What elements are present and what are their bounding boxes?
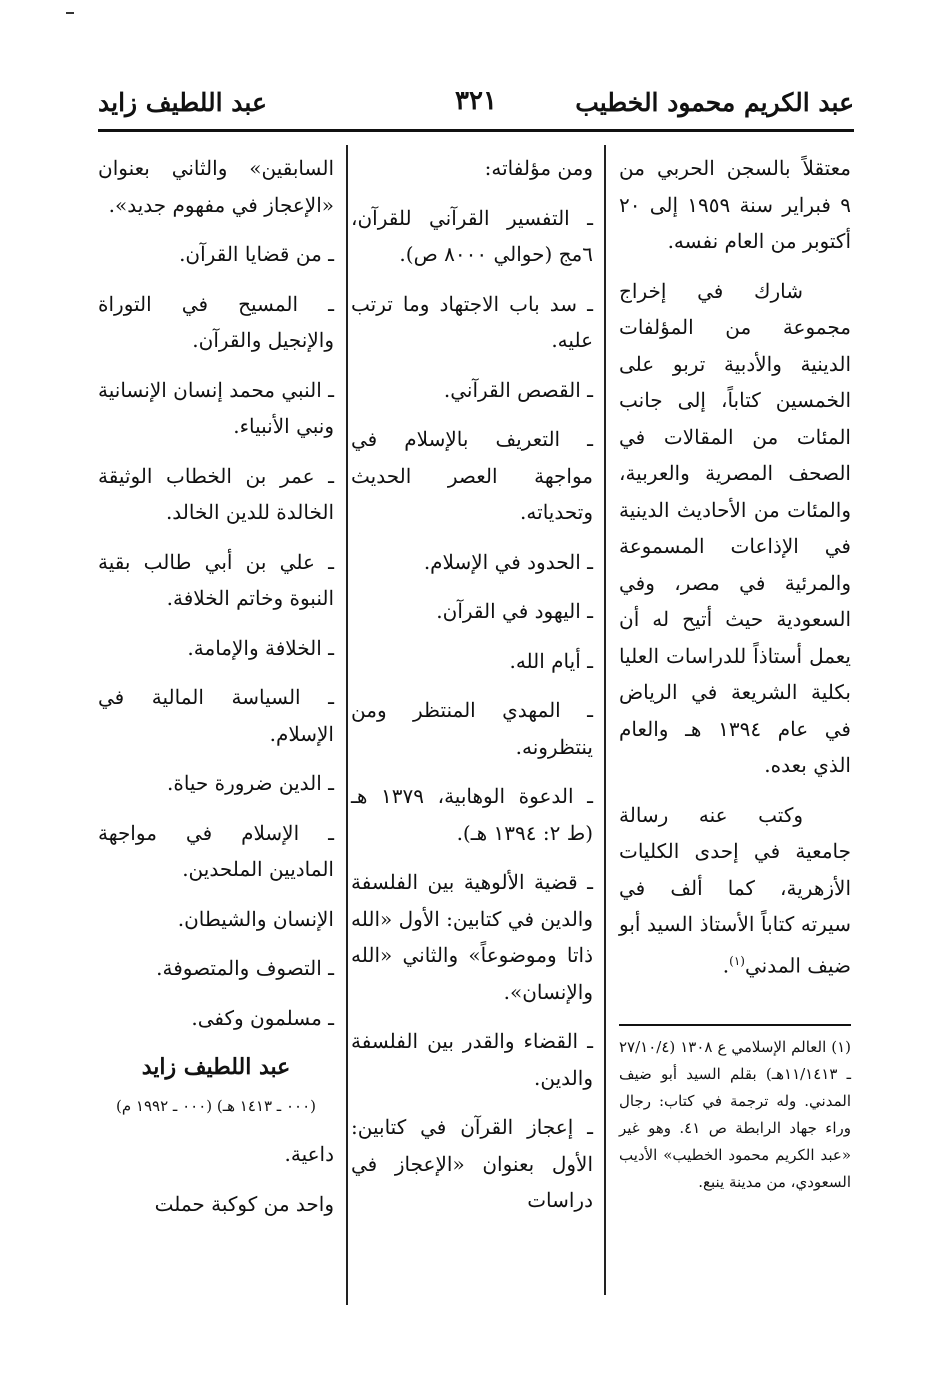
work-item: ـ التعريف بالإسلام في مواجهة العصر الحديث وتحدياته. — [351, 427, 593, 524]
column-right — [619, 150, 851, 997]
work-item: ـ التفسير القرآني للقرآن، ٦مج (حوالي ٨٠٠٠ ص). — [351, 205, 593, 266]
paragraph — [619, 797, 851, 984]
work-item: ـ القصص القرآني. — [443, 377, 593, 402]
work-item: ـ السياسة المالية في الإسلام. — [98, 685, 334, 746]
header-rule — [98, 129, 854, 132]
footnote: (١) العالم الإسلامي ع ١٣٠٨ (٢٧/١٠/٤ ـ ١١/١٤١٣هـ) بقلم السيد أبو ضيف المدني. وله ترجمة في كتاب: رجال وراء جهاد الرابطة ص ٤١. وهو غير «عبد الكريم محمود الخطيب» الأديب السعودي، من مدينة ينبع. — [619, 1038, 852, 1191]
column-left — [98, 150, 334, 1235]
work-item: ـ الحدود في الإسلام. — [423, 549, 593, 574]
column-divider-right — [604, 145, 606, 1295]
paragraph-end: . — [722, 953, 730, 978]
running-title-left: عبد اللطيف زايد — [98, 88, 267, 117]
stray-mark — [66, 12, 74, 14]
work-item: ـ الخلافة والإمامة. — [187, 635, 334, 660]
work-item: ـ المسيح في التوراة والإنجيل والقرآن. — [98, 291, 334, 352]
work-item: ـ مسلمون وكفى. — [191, 1005, 334, 1030]
work-item: الإنسان والشيطان. — [177, 906, 334, 931]
paragraph: شارك في إخراج مجموعة من المؤلفات الدينية والأدبية تربو على الخمسين كتاباً، إلى جانب المئات من المقالات في الصحف المصرية والعربية، والمئات من الأحاديث الدينية في الإذاعات المسموعة والمرئية في مصر، وفي السعودية حيث أتيح له أن يعمل أستاذاً للدراسات العليا بكلية الشريعة في الرياض في عام ١٣٩٤ هـ والعام الذي بعده. — [619, 278, 851, 777]
column-middle — [351, 150, 593, 1232]
work-item: ـ عمر بن الخطاب الوثيقة الخالدة للدين الخالد. — [98, 463, 334, 524]
work-item: ـ الدين ضرورة حياة. — [166, 771, 334, 795]
work-item: ـ القضاء والقدر بين الفلسفة والدين. — [351, 1029, 593, 1090]
paragraph: داعية. — [284, 1142, 334, 1166]
footnote-ref: (١) — [729, 953, 745, 968]
paragraph-text: وكتب عنه رسالة جامعية في إحدى الكليات الأزهرية، كما ألف في سيرته كتاباً الأستاذ السيد أبو ضيف المدني — [619, 802, 851, 978]
work-item: ـ أيام الله. — [509, 648, 593, 673]
work-item: ـ اليهود في القرآن. — [436, 599, 593, 623]
running-title-right: عبد الكريم محمود الخطيب — [575, 88, 854, 117]
work-item: ـ الدعوة الوهابية، ١٣٧٩ هـ (ط ٢: ١٣٩٤ هـ). — [351, 784, 593, 845]
works-intro: ومن مؤلفاته: — [484, 156, 593, 180]
work-item: ـ سد باب الاجتهاد وما ترتب عليه. — [351, 291, 593, 352]
work-item: ـ من قضايا القرآن. — [179, 242, 334, 266]
footnote-rule — [619, 1024, 851, 1026]
page-header — [98, 88, 854, 124]
work-item: ـ التصوف والمتصوفة. — [156, 956, 334, 980]
column-divider-left — [346, 145, 348, 1305]
paragraph: معتقلاً بالسجن الحربي من ٩ فبراير سنة ١٩٥٩ إلى ٢٠ أكتوبر من العام نفسه. — [619, 156, 851, 253]
entry-heading: عبد اللطيف زايد — [141, 1054, 291, 1080]
work-item: السابقين» والثاني بعنوان «الإعجاز في مفهوم جديد». — [98, 156, 334, 217]
work-item: ـ إعجاز القرآن في كتابين: الأول بعنوان «الإعجاز في دراسات — [351, 1115, 593, 1212]
work-item: ـ النبي محمد إنسان الإنسانية ونبي الأنبياء. — [98, 377, 334, 438]
entry-dates: (٠٠٠ ـ ١٤١٣ هـ) (٠٠٠ ـ ١٩٩٢ م) — [115, 1096, 316, 1115]
work-item: ـ قضية الألوهية بين الفلسفة والدين في كتابين: الأول «الله ذاتا وموضوعاً» والثاني «الله والإنسان». — [351, 870, 593, 1004]
page-number: ٣٢١ — [455, 86, 497, 116]
work-item: ـ علي بن أبي طالب بقية النبوة وخاتم الخلافة. — [98, 549, 334, 610]
work-item: ـ المهدي المنتظر ومن ينتظرونه. — [351, 698, 593, 759]
work-item: ـ الإسلام في مواجهة الماديين الملحدين. — [98, 820, 334, 881]
paragraph: واحد من كوكبة حملت — [154, 1191, 334, 1216]
